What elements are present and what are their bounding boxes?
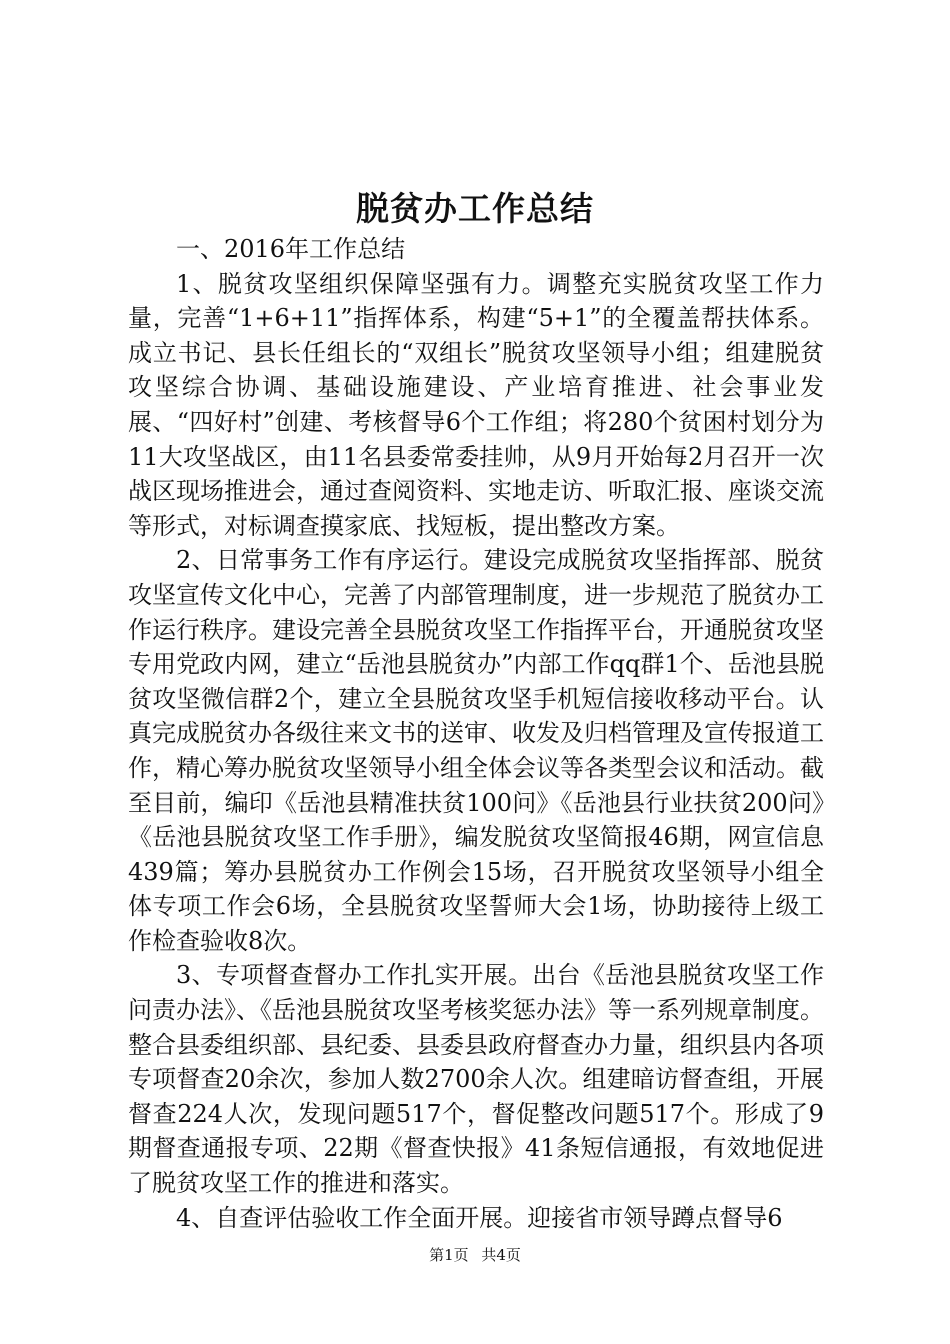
paragraph-1: 1、脱贫攻坚组织保障坚强有力。调整充实脱贫攻坚工作力量，完善“1+6+11”指挥体系，构建“5+1”的全覆盖帮扶体系。成立书记、县长任组长的“双组长”脱贫攻坚领导小组；组建脱贫攻坚综合协调、基础设施建设、产业培育推进、社会事业发展、“四好村”创建、考核督导6个工作组；将280个贫困村划分为11大攻坚战区，由11名县委常委挂帅，从9月开始每2月召开一次战区现场推进会，通过查阅资料、实地走访、听取汇报、座谈交流等形式，对标调查摸家底、找短板，提出整改方案。 [128,269,824,540]
page-number: 第1页 [429,1246,469,1264]
document-title: 脱贫办工作总结 [356,189,594,228]
paragraph-4: 4、自查评估验收工作全面开展。迎接省市领导蹲点督导6 [176,1203,783,1232]
section-heading: 一、2016年工作总结 [176,235,406,263]
paragraph-3: 3、专项督查督办工作扎实开展。出台《岳池县脱贫攻坚工作问责办法》、《岳池县脱贫攻坚考核奖惩办法》等一系列规章制度。整合县委组织部、县纪委、县委县政府督查办力量，组织县内各项专项督查20余次，参加人数2700余人次。组建暗访督查组，开展督查224人次，发现问题517个，督促整改问题517个。形成了9期督查通报专项、22期《督查快报》41条短信通报，有效地促进了脱贫攻坚工作的推进和落实。 [128,961,824,1198]
page-footer [0,1245,950,1265]
page-total: 共4页 [481,1246,521,1264]
paragraph-2: 2、日常事务工作有序运行。建设完成脱贫攻坚指挥部、脱贫攻坚宣传文化中心，完善了内部管理制度，进一步规范了脱贫办工作运行秩序。建设完善全县脱贫攻坚工作指挥平台，开通脱贫攻坚专用党政内网，建立“岳池县脱贫办”内部工作qq群1个、岳池县脱贫攻坚微信群2个，建立全县脱贫攻坚手机短信接收移动平台。认真完成脱贫办各级往来文书的送审、收发及归档管理及宣传报道工作，精心筹办脱贫攻坚领导小组全体会议等各类型会议和活动。截至目前，编印《岳池县精准扶贫100问》《岳池县行业扶贫200问》《岳池县脱贫攻坚工作手册》，编发脱贫攻坚简报46期，网宣信息439篇；筹办县脱贫办工作例会15场，召开脱贫攻坚领导小组全体专项工作会6场，全县脱贫攻坚誓师大会1场，协助接待上级工作检查验收8次。 [128,546,824,955]
document-body [128,232,824,1235]
